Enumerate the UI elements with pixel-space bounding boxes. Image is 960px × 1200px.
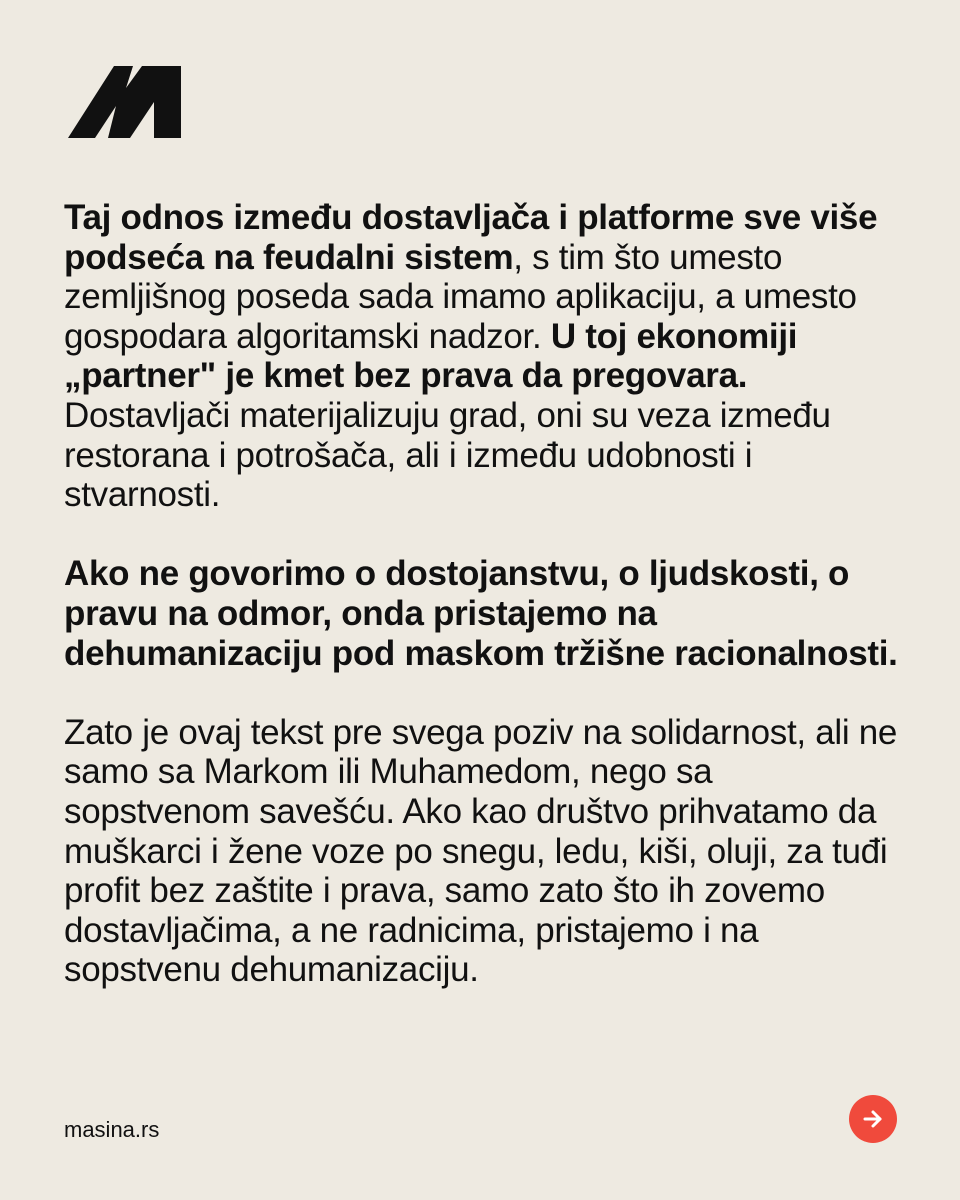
paragraph-1-bold-lead: Taj odnos između dostavljača i platforme sve više podseća na feudalni sistem [64, 198, 878, 277]
paragraph-1-text-end: Dostavljači materijalizuju grad, oni su veza između restorana i potrošača, ali i između udobnosti i stvarnosti. [64, 395, 831, 515]
paragraph-1 [64, 198, 904, 515]
article-body [64, 198, 904, 1029]
paragraph-2-bold: Ako ne govorimo o dostojanstvu, o ljudskosti, o pravu na odmor, onda pristajemo na dehumanizaciju pod maskom tržišne racionalnosti. [64, 554, 898, 673]
site-url: masina.rs [64, 1117, 160, 1142]
paragraph-2 [64, 554, 904, 673]
paragraph-3: Zato je ovaj tekst pre svega poziv na solidarnost, ali ne samo sa Markom ili Muhamedom, nego sa sopstvenom savešću. Ako kao društvo prihvatamo da muškarci i žene voze po snegu, ledu, kiši, oluji, za tuđi profit bez zaštite i prava, samo zato što ih zovemo dostavljačima, a ne radnicima, pristajemo i na sopstvenu dehumanizaciju. [64, 712, 898, 990]
masina-logo-icon [68, 66, 182, 140]
paragraph-1-text: , s tim što umesto zemljišnog poseda sada imamo aplikaciju, a umesto gospodara algoritamski nadzor. [64, 237, 857, 356]
paragraph-1-bold-statement: U toj ekonomiji „partner" je kmet bez prava da pregovara. [64, 316, 798, 396]
next-slide-button[interactable] [849, 1095, 897, 1143]
arrow-right-icon [860, 1106, 886, 1132]
